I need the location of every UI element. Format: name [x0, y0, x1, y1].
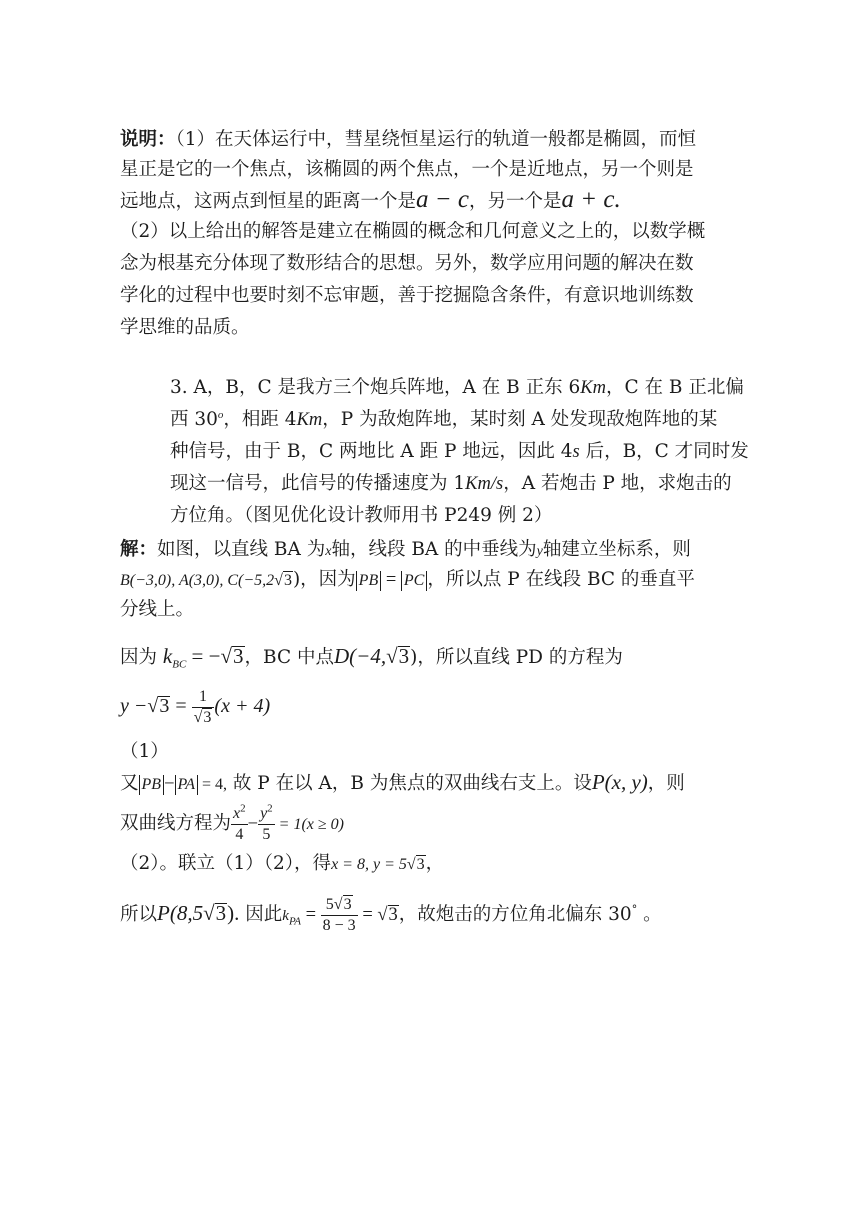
fraction-x2-over-4: $\frac{x^2}{4}$ — [233, 802, 246, 843]
equals: = — [381, 570, 401, 590]
close-paren: ). — [227, 901, 240, 925]
unit-km: Km — [580, 378, 606, 398]
sub-bc: BC — [172, 658, 187, 671]
solution-line-8: （2）。联立（1）（2），得x = 8, y = 5√3， — [120, 853, 445, 874]
problem-text: ，相距 4 — [223, 409, 297, 430]
denominator-4: 4 — [235, 825, 244, 843]
fraction-numerator: 1 — [192, 687, 215, 708]
problem-text: ，C 在 B 正北偏 — [605, 377, 744, 398]
solution-line-4: 因为 $k_{BC} = -√3$，BC 中点D(−4,√3)，所以直线 PD 的方程为 — [120, 644, 623, 671]
note-line-3 — [120, 188, 621, 214]
solution-line-2: B(−3,0), A(3,0), C(−5,2√3)，因为 PB = PC ，所以点 P 在线段 BC 的垂直平 — [120, 569, 695, 590]
numerator-5: 5 — [325, 895, 334, 913]
note-line-2: 星正是它的一个焦点，该椭圆的两个焦点，一个是近地点，另一个则是 — [120, 159, 694, 180]
solution-xy-values: x = 8, y = 5 — [331, 856, 407, 873]
unit-km-per-s: Km/s — [465, 474, 504, 494]
sqrt-3: 3 — [233, 644, 244, 668]
abs-pb: PB — [356, 571, 382, 591]
note-p1-line3-a: 远地点，这两点到恒星的距离一个是 — [120, 191, 417, 212]
solution-text: 轴，线段 BA 的中垂线为 — [331, 539, 537, 560]
solution-line-7: 双曲线方程为 $\frac{x^2}{4}$ − $\frac{y^2}{5}$ = 1(x ≥ 0) — [120, 802, 345, 843]
coords-expr: B(−3,0), A(3,0), C(−5,2 — [120, 572, 275, 589]
k-pa: k — [282, 908, 289, 924]
solution-text: )，因为 — [292, 569, 356, 590]
abs-pc: PC — [401, 571, 427, 591]
problem-text: 西 30 — [170, 409, 218, 430]
solution-line-1 — [120, 538, 691, 564]
problem-text: ，P 为敌炮阵地，某时刻 A 处发现敌炮阵地的某 — [322, 409, 718, 430]
sqrt-3: 3 — [343, 895, 352, 913]
abs-pa: PA — [175, 775, 198, 795]
solution-text: ，BC 中点 — [244, 647, 334, 668]
note-p1-line1: （1）在天体运行中，彗星绕恒星运行的轨道一般都是椭圆，而恒 — [175, 129, 697, 150]
solution-text: （2）。联立（1）（2），得 — [120, 853, 332, 874]
equals-4: = 4, — [197, 776, 228, 793]
problem-line-3 — [170, 440, 749, 464]
solution-line-6: 又 PB − PA = 4, 故 P 在以 A，B 为焦点的双曲线右支上。设P(x, y)，则 — [120, 770, 685, 794]
x-plus-4: (x + 4) — [214, 695, 271, 717]
solution-text: 双曲线方程为 — [120, 813, 232, 834]
solution-text: ，故炮击的方位角北偏东 30 — [398, 904, 632, 925]
var-x: x — [233, 804, 241, 822]
note-line-1 — [120, 128, 696, 152]
equals: = — [170, 695, 192, 717]
k-bc: k — [162, 644, 173, 668]
problem-line-5: 方位角。（图见优化设计教师用书 P249 例 2） — [170, 505, 553, 526]
fraction-slope: $\frac{5√3}{8 - 3}$ — [322, 895, 356, 934]
solution-text: ， — [425, 853, 445, 874]
problem-text: 种信号，由于 B，C 两地比 A 距 P 地远，因此 4 — [170, 441, 573, 462]
problem-line-2 — [170, 408, 717, 432]
sqrt-3: 3 — [203, 708, 212, 726]
solution-line-3: 分线上。 — [120, 599, 195, 620]
problem-text: 3. A，B，C 是我方三个炮兵阵地，A 在 B 正东 6 — [170, 377, 581, 398]
sqrt-3: 3 — [388, 905, 398, 925]
problem-line-4 — [170, 472, 732, 496]
problem-text: ，A 若炮击 P 地，求炮击的 — [503, 473, 732, 494]
note-p1-line3-b: ，另一个是 — [468, 191, 562, 212]
var-y: y — [536, 544, 543, 559]
denominator-5: 5 — [262, 825, 271, 843]
fraction-y2-over-5: $\frac{y^2}{5}$ — [260, 802, 273, 843]
problem-text: 现这一信号，此信号的传播速度为 1 — [170, 473, 466, 494]
solution-text: )，所以直线 PD 的方程为 — [410, 647, 623, 668]
solution-text: 所以 — [120, 904, 158, 925]
solution-text: ，则 — [647, 773, 685, 794]
note-p2-line-4: 学思维的品质。 — [120, 317, 250, 338]
fraction-one-over-sqrt3: $\frac{1}{√3}$ — [192, 687, 215, 728]
unit-km: Km — [296, 410, 323, 430]
solution-text: ，所以点 P 在线段 BC 的垂直平 — [427, 569, 695, 590]
problem-line-1 — [170, 376, 744, 400]
var-x: x — [325, 544, 332, 559]
equals-minus: = − — [186, 644, 221, 668]
solution-text: 因为 — [120, 647, 158, 668]
sqrt-3: 3 — [416, 856, 425, 873]
denominator-8-minus-3: 8 − 3 — [322, 916, 356, 934]
note-p2-line-3: 学化的过程中也要时刻不忘审题，善于挖掘隐含条件，有意识地训练数 — [120, 285, 694, 306]
solution-text: 又 — [120, 773, 139, 794]
sqrt-3: 3 — [398, 644, 410, 668]
sub-pa: PA — [288, 915, 301, 928]
note-label: 说明： — [120, 129, 176, 150]
point-d: D(−4, — [334, 644, 387, 668]
solution-label: 解： — [120, 539, 158, 560]
solution-text: 因此 — [239, 904, 283, 925]
solution-line-5: y −√3 = $\frac{1}{√3}$ (x + 4) — [120, 687, 271, 726]
sqrt-3: 3 — [215, 901, 227, 925]
point-p-xy: P(x, y) — [591, 770, 648, 794]
equation-tag-1: （1） — [120, 741, 169, 762]
expr-a-minus-c: a − c — [416, 186, 469, 213]
note-p2-line-1: （2）以上给出的解答是建立在椭圆的概念和几何意义之上的，以数学概 — [120, 221, 706, 242]
var-y: y — [260, 804, 268, 822]
solution-text: 如图，以直线 BA 为 — [157, 539, 326, 560]
degree-mark: o — [217, 408, 224, 421]
y-minus: y − — [120, 695, 148, 717]
point-p: P(8,5 — [157, 901, 204, 925]
problem-text: 后，B，C 才同时发 — [579, 441, 749, 462]
abs-pb: PB — [139, 775, 165, 795]
sqrt-3: 3 — [283, 572, 292, 589]
equals-1-condition: = 1(x ≥ 0) — [274, 816, 345, 833]
solution-text: 轴建立坐标系，则 — [542, 539, 691, 560]
solution-text: 故 P 在以 A，B 为焦点的双曲线右支上。设 — [227, 773, 592, 794]
solution-text: 。 — [637, 904, 662, 925]
solution-line-9: 所以P(8,5√3). 因此$k_{PA}$ = $\frac{5√3}{8 - 3}$ = √3，故炮击的方位角北偏东 30° 。 — [120, 895, 662, 934]
unit-s: s — [572, 442, 580, 462]
degree-mark: ° — [631, 902, 638, 916]
sqrt-3: 3 — [159, 695, 170, 717]
expr-a-plus-c: a + c. — [561, 186, 621, 213]
note-p2-line-2: 念为根基充分体现了数形结合的思想。另外，数学应用问题的解决在数 — [120, 253, 694, 274]
